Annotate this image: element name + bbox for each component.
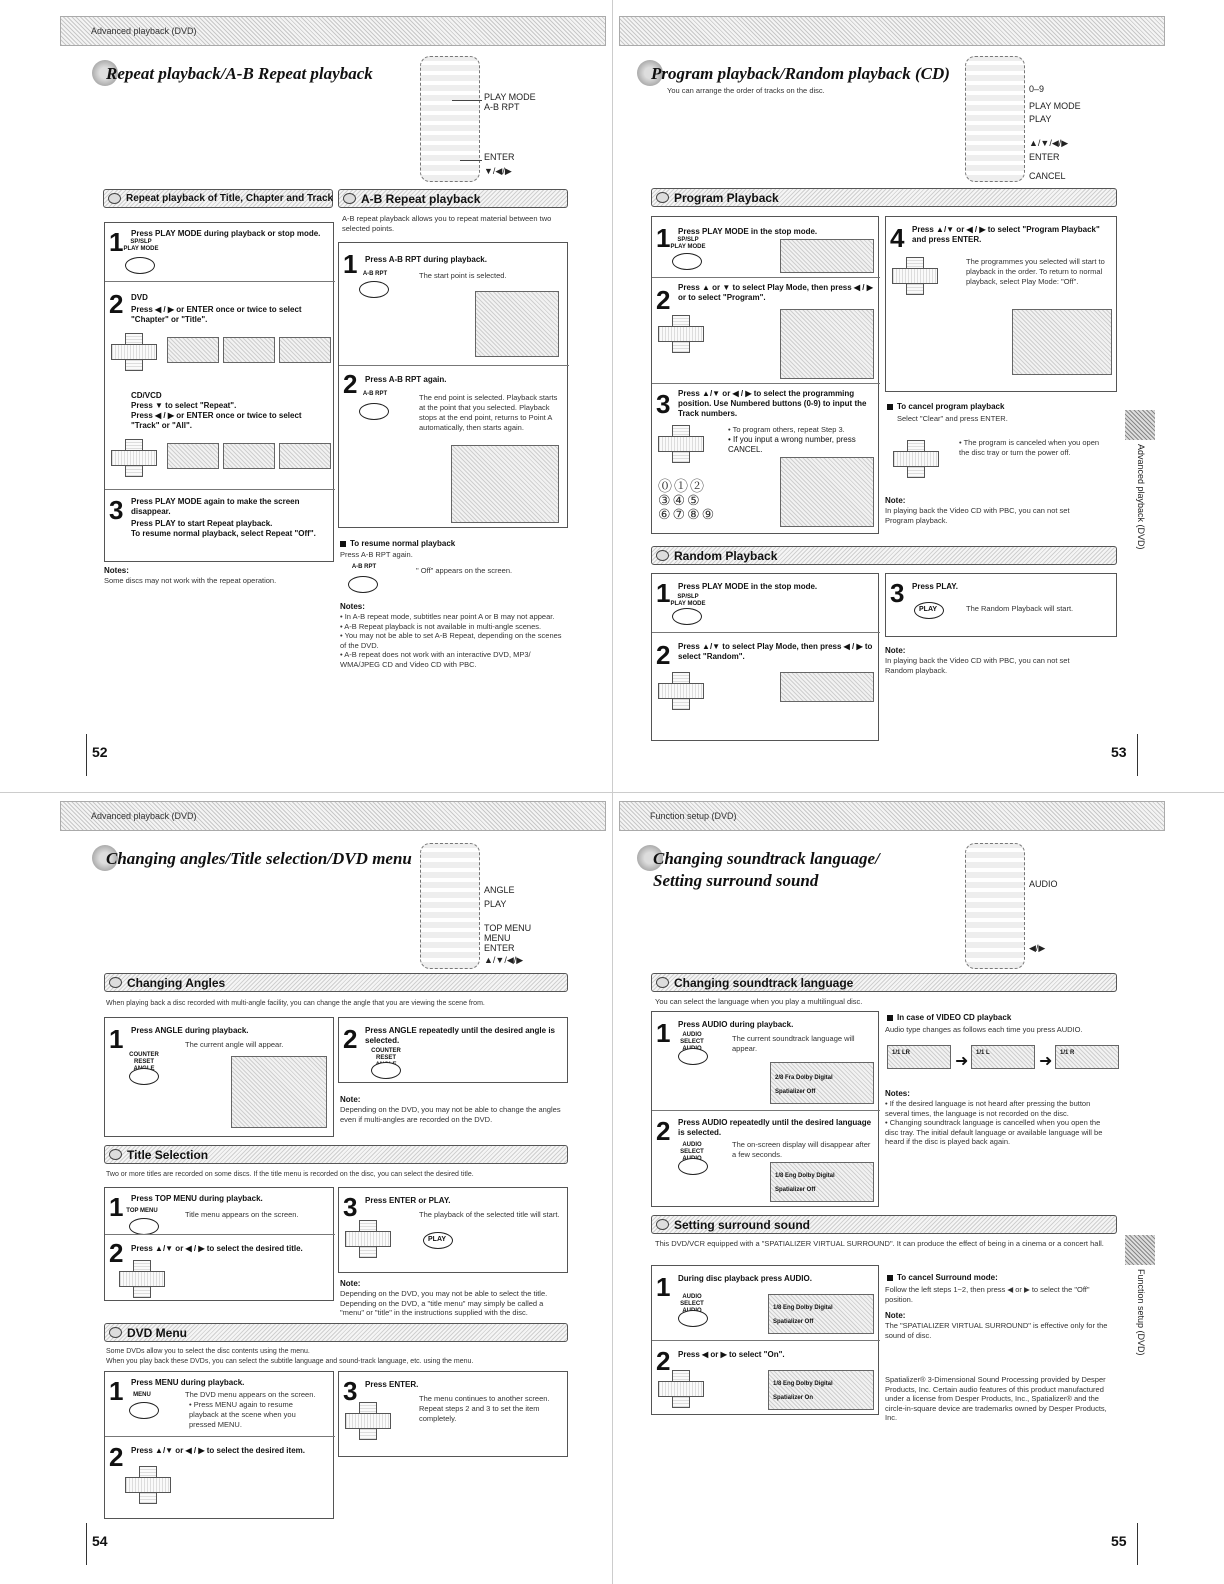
dpad-icon bbox=[893, 440, 937, 476]
steps-box-title: 1 Press TOP MENU during playback. TOP MENU Title menu appears on the screen. 2 Press ▲/▼ or ◀ / ▶ to select the desired title. bbox=[104, 1187, 334, 1301]
osd-screen bbox=[223, 443, 275, 469]
osd-screen: 1/1 LR bbox=[887, 1045, 951, 1069]
play-button-icon: PLAY bbox=[914, 602, 944, 619]
osd-screen bbox=[223, 337, 275, 363]
remote-label: ▼/◀/▶ bbox=[484, 166, 512, 176]
remote-label: PLAY MODE bbox=[484, 92, 536, 102]
remote-label: ENTER bbox=[484, 152, 515, 162]
section-bar-surround: Setting surround sound bbox=[651, 1215, 1117, 1234]
osd-screen bbox=[279, 337, 331, 363]
osd-screen bbox=[780, 457, 874, 527]
disc-icon bbox=[343, 193, 356, 204]
disc-icon bbox=[656, 977, 669, 988]
section-bar-ab: A-B Repeat playback bbox=[338, 189, 568, 208]
dpad-icon bbox=[345, 1402, 389, 1438]
play-mode-button-icon bbox=[125, 257, 155, 274]
osd-screen: 2/8 Fra Dolby Digital Spatializer Off bbox=[770, 1062, 874, 1104]
disc-icon bbox=[109, 977, 122, 988]
steps-box-surround: 1 During disc playback press AUDIO. AUDIO SELECT 1/8 Eng Dolby Digital Spatializer Off 2 Press ◀ or ▶ to select "On". 1/8 Eng Dolby Digital Spatializer On bbox=[651, 1265, 879, 1415]
page-header: Function setup (DVD) bbox=[619, 801, 1165, 831]
page-title: Changing angles/Title selection/DVD menu bbox=[106, 849, 412, 868]
page-55: Function setup (DVD) Changing soundtrack language/ Setting surround sound AUDIO ◀/▶ Changing soundtrack language You can select the language when you play a multilingual disc. 1 Press AUDIO during playback. AUDIO SELECT The current soundtrack language will appear. 2/8 Fra Dolby Digital Spatializer Off 2 Press AUDIO repeatedly until the desired language is selected. AUDIO SELECT The on-screen display will disappear after a few seconds. 1/8 Eng Dolby Digital Spatializer Off In case of VIDEO CD playback Audio type changes as follows each time you press AUDIO. 1/1 LR ➜ 1/1 L ➜ 1/1 R Notes: • If the desired language is not heard after pressing the button several times, the language is not recorded on the disc. • Changing soundtrack language is cancelled when you open the disc tray. The initial default language or available language will be heard if the disc is played back again. Setting surround sound This DVD/VCR equipped with a "SPATIALIZER VIRTUAL SURROUND". It can produce the effect of being in a cinema or a concert hall. 1 During disc playback press AUDIO. AUDIO SELECT 1/8 Eng Dolby Digital Spatializer Off 2 Press ◀ or ▶ to select "On". 1/8 Eng Dolby Digital Spatializer On To cancel Surround mode: Follow the left steps 1~2, then press ◀ or ▶ to select the "Off" position. Note: The "SPATIALIZER VIRTUAL SURROUND" is effective only for the sound of disc. Spatializer® 3-Dimensional Sound Processing provided by Desper Products, Inc. Certain audio features of this product manufactured under a license from Desper Products, Inc., Spatializer® and the circle-in-square device are trademarks owned by Desper Products, Inc. Function setup (DVD) 55 bbox=[612, 792, 1224, 1584]
osd-screen bbox=[231, 1056, 327, 1128]
steps-box-soundtrack: 1 Press AUDIO during playback. AUDIO SELECT The current soundtrack language will appear. 2/8 Fra Dolby Digital Spatializer Off 2 Press AUDIO repeatedly until the desired language is selected. AUDIO SELECT The on-screen display will disappear after a few seconds. 1/8 Eng Dolby Digital Spatializer Off bbox=[651, 1011, 879, 1207]
page-title: Setting surround sound bbox=[653, 871, 819, 890]
disc-icon bbox=[109, 1327, 122, 1338]
osd-screen: 1/8 Eng Dolby Digital Spatializer Off bbox=[770, 1162, 874, 1202]
steps-box-random-3: 3 Press PLAY. PLAY The Random Playback will start. bbox=[885, 573, 1117, 637]
disc-icon bbox=[108, 193, 121, 204]
disc-icon bbox=[656, 192, 669, 203]
remote-control-illustration bbox=[965, 843, 1025, 969]
steps-box-angle-2: 2 Press ANGLE repeatedly until the desired angle is selected. COUNTER RESET bbox=[338, 1017, 568, 1083]
osd-screen bbox=[780, 672, 874, 702]
dpad-icon bbox=[119, 1260, 163, 1296]
section-bar-soundtrack: Changing soundtrack language bbox=[651, 973, 1117, 992]
osd-screen bbox=[279, 443, 331, 469]
arrow-right-icon: ➜ bbox=[1039, 1053, 1053, 1070]
disc-icon bbox=[109, 1149, 122, 1160]
osd-screen bbox=[475, 291, 559, 357]
section-bar-program: Program Playback bbox=[651, 188, 1117, 207]
page-number: 54 bbox=[92, 1533, 108, 1549]
osd-screen: 1/8 Eng Dolby Digital Spatializer Off bbox=[768, 1294, 874, 1334]
page-number: 53 bbox=[1111, 744, 1127, 760]
disc-icon bbox=[656, 1219, 669, 1230]
ab-rpt-button-icon bbox=[359, 281, 389, 298]
page-header: Advanced playback (DVD) bbox=[60, 16, 606, 46]
dpad-icon bbox=[658, 315, 702, 351]
page-title: Program playback/Random playback (CD) bbox=[651, 64, 950, 83]
osd-screen bbox=[167, 337, 219, 363]
side-tab-marker bbox=[1125, 1235, 1155, 1265]
play-mode-button-icon bbox=[672, 608, 702, 625]
steps-box-repeat: 1 Press PLAY MODE during playback or stop mode. SP/SLP PLAY MODE 2 DVD Press ◀ / ▶ or ENTER once or twice to select "Chapter" or "Title". CD/VCD Press ▼ to select "Repeat". Press ◀ / ▶ or ENTER once or twice to select "Track" or "All". 3 Press PLAY MODE again to make the screen disappear. Press PLAY to start Repeat playback. To resume normal playback, select Repeat "Off". bbox=[104, 222, 334, 562]
page-number: 55 bbox=[1111, 1533, 1127, 1549]
osd-screen bbox=[451, 445, 559, 523]
play-button-icon: PLAY bbox=[423, 1232, 453, 1249]
remote-control-illustration bbox=[420, 843, 480, 969]
dpad-icon bbox=[111, 333, 155, 369]
notes-list: • If the desired language is not heard after pressing the button several times, the language is not recorded on the disc. • Changing soundtrack language is cancelled when you open the disc tray. The initial default language or available language will be heard if the disc is played back again. bbox=[885, 1099, 1103, 1146]
dpad-icon bbox=[892, 257, 936, 293]
dpad-icon bbox=[111, 439, 155, 475]
section-bar-repeat: Repeat playback of Title, Chapter and Track bbox=[103, 189, 333, 208]
notes-list: • In A-B repeat mode, subtitles near point A or B may not appear. • A-B Repeat playback is not available in multi-angle scenes. • You may not be able to set A-B Repeat, depending on the scenes of the DVD. • A-B repeat does not work with an interactive DVD, MP3/ WMA/JPEG CD and Video CD with PBC. bbox=[340, 612, 562, 669]
disc-icon bbox=[656, 550, 669, 561]
page-53: Program playback/Random playback (CD) You can arrange the order of tracks on the disc. 0–9 PLAY MODE PLAY ▲/▼/◀/▶ ENTER CANCEL Program Playback 1 Press PLAY MODE in the stop mode. SP/SLP PLAY MODE 2 Press ▲ or ▼ to select Play Mode, then press ◀ / ▶ or to select "Program". 3 Press ▲/▼ or ◀ / ▶ to select the programming position. Use Numbered buttons (0-9) to input the Track numbers. • To program others, repeat Step 3. • If you input a wrong number, press CANCEL. ⓪①② ③④⑤ ⑥⑦⑧⑨ 4 Press ▲/▼ or ◀ / ▶ to select "Program Playback" and press ENTER. The programmes you selected will start to playback in the order. To return to normal playback, select Play Mode: "Off". To cancel program playback Select "Clear" and press ENTER. • The program is canceled when you open the disc tray or turn the power off. Note: In playing back the Video CD with PBC, you can not set Program playback. Advanced playback (DVD) Random Playback 1 Press PLAY MODE in the stop mode. SP/SLP PLAY MODE 2 Press ▲/▼ to select Play Mode, then press ◀ / ▶ to select "Random". 3 Press PLAY. PLAY The Random Playback will start. Note: In playing back the Video CD with PBC, you can not set Random playback. 53 bbox=[612, 0, 1224, 792]
audio-button-icon bbox=[678, 1048, 708, 1065]
osd-screen: 1/1 L bbox=[971, 1045, 1035, 1069]
page-54: Advanced playback (DVD) Changing angles/Title selection/DVD menu ANGLE PLAY TOP MENU MENU ENTER ▲/▼/◀/▶ Changing Angles When playing back a disc recorded with multi-angle facility, you can change the angle that you are viewing the scene from. 1 Press ANGLE during playback. The current angle will appear. COUNTER RESET 2 Press ANGLE repeatedly until the desired angle is selected. COUNTER RESET Note: Depending on the DVD, you may not be able to change the angles even if multi-angles are recorded on the DVD. Title Selection Two or more titles are recorded on some discs. If the title menu is recorded on the disc, you can select the desired title. 1 Press TOP MENU during playback. TOP MENU Title menu appears on the screen. 2 Press ▲/▼ or ◀ / ▶ to select the desired title. 3 Press ENTER or PLAY. The playback of the selected title will start. PLAY Note: Depending on the DVD, you may not be able to select the title. Depending on the DVD, a "title menu" may simply be called a "menu" or "title" in the instructions supplied with the disc. DVD Menu Some DVDs allow you to select the disc contents using the menu. When you play back these DVDs, you can select the subtitle language and sound-track language, etc. using the menu. 1 Press MENU during playback. MENU The DVD menu appears on the screen. • Press MENU again to resume playback at the scene when you pressed MENU. 2 Press ▲/▼ or ◀ / ▶ to select the desired item. 3 Press ENTER. The menu continues to another screen. Repeat steps 2 and 3 to set the item completely. 54 bbox=[0, 792, 612, 1584]
top-menu-button-icon bbox=[129, 1218, 159, 1235]
osd-screen: 1/8 Eng Dolby Digital Spatializer On bbox=[768, 1370, 874, 1410]
page-header: Advanced playback (DVD) bbox=[60, 801, 606, 831]
dpad-icon bbox=[658, 1370, 702, 1406]
osd-screen bbox=[780, 239, 874, 273]
dpad-icon bbox=[125, 1466, 169, 1502]
section-bar-random: Random Playback bbox=[651, 546, 1117, 565]
side-tab-marker bbox=[1125, 410, 1155, 440]
page-header bbox=[619, 16, 1165, 46]
osd-screen bbox=[167, 443, 219, 469]
remote-control-illustration bbox=[965, 56, 1025, 182]
section-bar-title: Title Selection bbox=[104, 1145, 568, 1164]
steps-box-menu: 1 Press MENU during playback. MENU The DVD menu appears on the screen. • Press MENU again to resume playback at the scene when you pressed MENU. 2 Press ▲/▼ or ◀ / ▶ to select the desired item. bbox=[104, 1371, 334, 1519]
steps-box-program: 1 Press PLAY MODE in the stop mode. SP/SLP PLAY MODE 2 Press ▲ or ▼ to select Play Mode, then press ◀ / ▶ or to select "Program". 3 Press ▲/▼ or ◀ / ▶ to select the programming position. Use Numbered buttons (0-9) to input the Track numbers. • To program others, repeat Step 3. • If you input a wrong number, press CANCEL. ⓪①② ③④⑤ ⑥⑦⑧⑨ bbox=[651, 216, 879, 534]
steps-box-program-4: 4 Press ▲/▼ or ◀ / ▶ to select "Program Playback" and press ENTER. The programmes you selected will start to playback in the order. To return to normal playback, select Play Mode: "Off". bbox=[885, 216, 1117, 392]
audio-button-icon bbox=[678, 1310, 708, 1327]
ab-rpt-button-icon bbox=[359, 403, 389, 420]
dpad-icon bbox=[658, 425, 702, 461]
section-bar-angles: Changing Angles bbox=[104, 973, 568, 992]
ab-rpt-button-icon bbox=[348, 576, 378, 593]
page-title: Repeat playback/A-B Repeat playback bbox=[106, 64, 373, 83]
steps-box-ab: 1 Press A-B RPT during playback. A-B RPT The start point is selected. 2 Press A-B RPT again. A-B RPT The end point is selected. Playback starts at the point that you selected. Playback stops at the end point, returns to Point A automatically, then starts again. bbox=[338, 242, 568, 528]
page-number: 52 bbox=[92, 744, 108, 760]
audio-button-icon bbox=[678, 1158, 708, 1175]
osd-screen bbox=[1012, 309, 1112, 375]
play-mode-button-icon bbox=[672, 253, 702, 270]
steps-box-angle-1: 1 Press ANGLE during playback. The current angle will appear. COUNTER RESET bbox=[104, 1017, 334, 1137]
angle-button-icon bbox=[129, 1068, 159, 1085]
steps-box-random: 1 Press PLAY MODE in the stop mode. SP/SLP PLAY MODE 2 Press ▲/▼ to select Play Mode, then press ◀ / ▶ to select "Random". bbox=[651, 573, 879, 741]
remote-control-illustration bbox=[420, 56, 480, 182]
page-52: Advanced playback (DVD) Repeat playback/A-B Repeat playback PLAY MODE A-B RPT ENTER ▼/◀/▶ Repeat playback of Title, Chapter and Track A-B Repeat playback 1 Press PLAY MODE during playback or stop mode. SP/SLP PLAY MODE 2 DVD Press ◀ / ▶ or ENTER once or twice to select "Chapter" or "Title". CD/VCD Press ▼ to select "Repeat". Press ◀ / ▶ or ENTER once or twice to select "Track" or "All". 3 Press PLAY MODE again to make the screen disappear. Press PLAY to start Repeat playback. To resume normal playback, select Repeat "Off". Notes: Some discs may not work with the repeat operation. A-B repeat playback allows you to repeat material between two selected points. 1 Press A-B RPT during playback. A-B RPT The start point is selected. 2 Press A-B RPT again. A-B RPT The end point is selected. Playback starts at the point that you selected. Playback stops at the end point, returns to Point A automatically, then starts again. To resume normal playback Press A-B RPT again. A-B RPT " Off" appears on the screen. Notes: • In A-B repeat mode, subtitles near point A or B may not appear. • A-B Repeat playback is not available in multi-angle scenes. • You may not be able to set A-B Repeat, depending on the scenes of the DVD. • A-B repeat does not work with an interactive DVD, MP3/ WMA/JPEG CD and Video CD with PBC. 52 bbox=[0, 0, 612, 792]
number-buttons-icon: ⓪①② ③④⑤ ⑥⑦⑧⑨ bbox=[658, 478, 717, 522]
section-bar-menu: DVD Menu bbox=[104, 1323, 568, 1342]
page-title: Changing soundtrack language/ bbox=[653, 849, 880, 868]
angle-button-icon bbox=[371, 1062, 401, 1079]
steps-box-title-3: 3 Press ENTER or PLAY. The playback of the selected title will start. PLAY bbox=[338, 1187, 568, 1273]
osd-screen: 1/1 R bbox=[1055, 1045, 1119, 1069]
osd-screen bbox=[780, 309, 874, 379]
arrow-right-icon: ➜ bbox=[955, 1053, 969, 1070]
menu-button-icon bbox=[129, 1402, 159, 1419]
dpad-icon bbox=[658, 672, 702, 708]
dpad-icon bbox=[345, 1220, 389, 1256]
remote-label: A-B RPT bbox=[484, 102, 520, 112]
steps-box-menu-3: 3 Press ENTER. The menu continues to another screen. Repeat steps 2 and 3 to set the item completely. bbox=[338, 1371, 568, 1457]
